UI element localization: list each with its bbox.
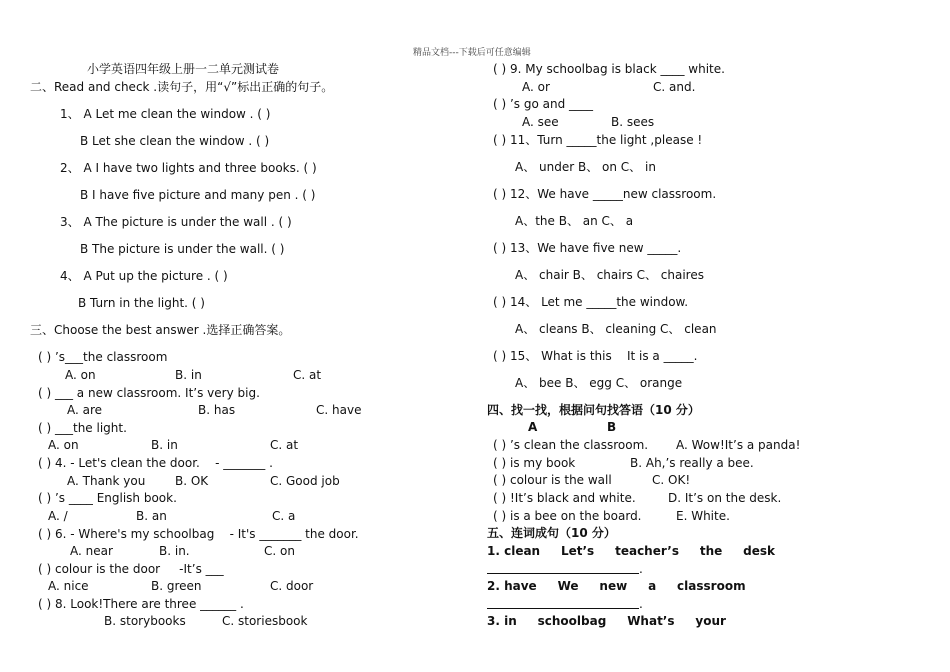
s4-row4-a: ( ) !It’s black and white.	[493, 491, 636, 505]
s3-q8-opt-c: C. storiesbook	[222, 614, 308, 628]
section5-heading: 五、连词成句（10 分）	[487, 526, 616, 540]
s3-q3-opt-a: A. on	[48, 438, 79, 452]
section4-heading: 四、找一找，根据问句找答语（10 分）	[487, 403, 700, 417]
s3-q11: ( ) 11、Turn _____the light ,please !	[493, 133, 703, 147]
s3-q12: ( ) 12、We have _____new classroom.	[493, 187, 717, 201]
s3-q7-opt-a: A. nice	[48, 579, 89, 593]
s3-q6-opt-b: B. in.	[159, 544, 190, 558]
s3-q10: ( ) ’s go and ____	[493, 97, 594, 111]
s2-q2a: 2、 A I have two lights and three books. ( )	[60, 161, 317, 175]
s3-q5-opt-b: B. an	[136, 509, 167, 523]
s4-row2-b: B. Ah,’s really a bee.	[630, 456, 754, 470]
s3-q10-opt-a: A. see	[522, 115, 559, 129]
s4-col-b: B	[607, 420, 617, 434]
s4-row3-a: ( ) colour is the wall	[493, 473, 612, 487]
s2-q2b: B I have five picture and many pen . ( )	[80, 188, 316, 202]
s5-q2: 2. have We new a classroom	[487, 579, 746, 593]
s5-q3: 3. in schoolbag What’s your	[487, 614, 726, 628]
s3-q2: ( ) ___ a new classroom. It’s very big.	[38, 386, 260, 400]
s3-q1-opt-a: A. on	[65, 368, 96, 382]
section3-heading: 三、Choose the best answer .选择正确答案。	[30, 323, 291, 337]
s3-q6: ( ) 6. - Where's my schoolbag - It's _______ the door.	[38, 527, 359, 541]
s3-q15-opts: A、 bee B、 egg C、 orange	[515, 376, 683, 390]
s3-q7: ( ) colour is the door -It’s ___	[38, 562, 224, 576]
s3-q4-opt-b: B. OK	[175, 474, 209, 488]
s2-q1b: B Let she clean the window . ( )	[80, 134, 270, 148]
s3-q13-opts: A、 chair B、 chairs C、 chaires	[515, 268, 704, 282]
s3-q2-opt-b: B. has	[198, 403, 236, 417]
s5-q1: 1. clean Let’s teacher’s the desk	[487, 544, 776, 558]
s4-row5-b: E. White.	[676, 509, 730, 523]
s3-q3: ( ) ___the light.	[38, 421, 127, 435]
s2-q3a: 3、 A The picture is under the wall . ( )	[60, 215, 292, 229]
s4-row1-b: A. Wow!It’s a panda!	[676, 438, 801, 452]
s4-row5-a: ( ) is a bee on the board.	[493, 509, 642, 523]
s3-q15: ( ) 15、 What is this It is a _____.	[493, 349, 698, 363]
page-title: 小学英语四年级上册一二单元测试卷	[87, 62, 280, 76]
s2-q1a: 1、 A Let me clean the window . ( )	[60, 107, 271, 121]
header-note: 精品文档---下载后可任意编辑	[413, 48, 531, 58]
s5-end-2: .	[639, 597, 643, 611]
s3-q14: ( ) 14、 Let me _____the window.	[493, 295, 689, 309]
s3-q12-opts: A、the B、 an C、 a	[515, 214, 634, 228]
section2-heading: 二、Read and check .读句子，用“√”标出正确的句子。	[30, 80, 334, 94]
s2-q3b: B The picture is under the wall. ( )	[80, 242, 285, 256]
s4-row2-a: ( ) is my book	[493, 456, 576, 470]
s3-q11-opts: A、 under B、 on C、 in	[515, 160, 656, 174]
s3-q6-opt-c: C. on	[264, 544, 295, 558]
s2-q4b: B Turn in the light. ( )	[78, 296, 205, 310]
s3-q7-opt-c: C. door	[270, 579, 314, 593]
s3-q2-opt-a: A. are	[67, 403, 103, 417]
s3-q9: ( ) 9. My schoolbag is black ____ white.	[493, 62, 725, 76]
s3-q4: ( ) 4. - Let's clean the door. - _______ .	[38, 456, 273, 470]
s3-q14-opts: A、 cleans B、 cleaning C、 clean	[515, 322, 717, 336]
s5-answer-line-2	[487, 608, 639, 609]
s3-q4-opt-c: C. Good job	[270, 474, 340, 488]
s3-q9-opt-c: C. and.	[653, 80, 696, 94]
s3-q3-opt-b: B. in	[151, 438, 178, 452]
s3-q2-opt-c: C. have	[316, 403, 362, 417]
s3-q8-opt-b: B. storybooks	[104, 614, 186, 628]
s5-end-1: .	[639, 562, 643, 576]
s3-q6-opt-a: A. near	[70, 544, 113, 558]
s3-q8: ( ) 8. Look!There are three ______ .	[38, 597, 244, 611]
s3-q13: ( ) 13、We have five new _____.	[493, 241, 682, 255]
s3-q5: ( ) ’s ____ English book.	[38, 491, 177, 505]
s3-q5-opt-c: C. a	[272, 509, 296, 523]
s4-col-a: A	[528, 420, 538, 434]
s3-q3-opt-c: C. at	[270, 438, 299, 452]
s4-row4-b: D. It’s on the desk.	[668, 491, 782, 505]
s3-q7-opt-b: B. green	[151, 579, 202, 593]
s4-row1-a: ( ) ’s clean the classroom.	[493, 438, 649, 452]
s5-answer-line-1	[487, 573, 639, 574]
s3-q4-opt-a: A. Thank you	[67, 474, 146, 488]
s3-q9-opt-a: A. or	[522, 80, 550, 94]
s3-q10-opt-b: B. sees	[611, 115, 655, 129]
s4-row3-b: C. OK!	[652, 473, 691, 487]
s3-q5-opt-a: A. /	[48, 509, 68, 523]
s3-q1-opt-c: C. at	[293, 368, 322, 382]
s2-q4a: 4、 A Put up the picture . ( )	[60, 269, 228, 283]
s3-q1-opt-b: B. in	[175, 368, 202, 382]
s3-q1: ( ) ’s___the classroom	[38, 350, 168, 364]
